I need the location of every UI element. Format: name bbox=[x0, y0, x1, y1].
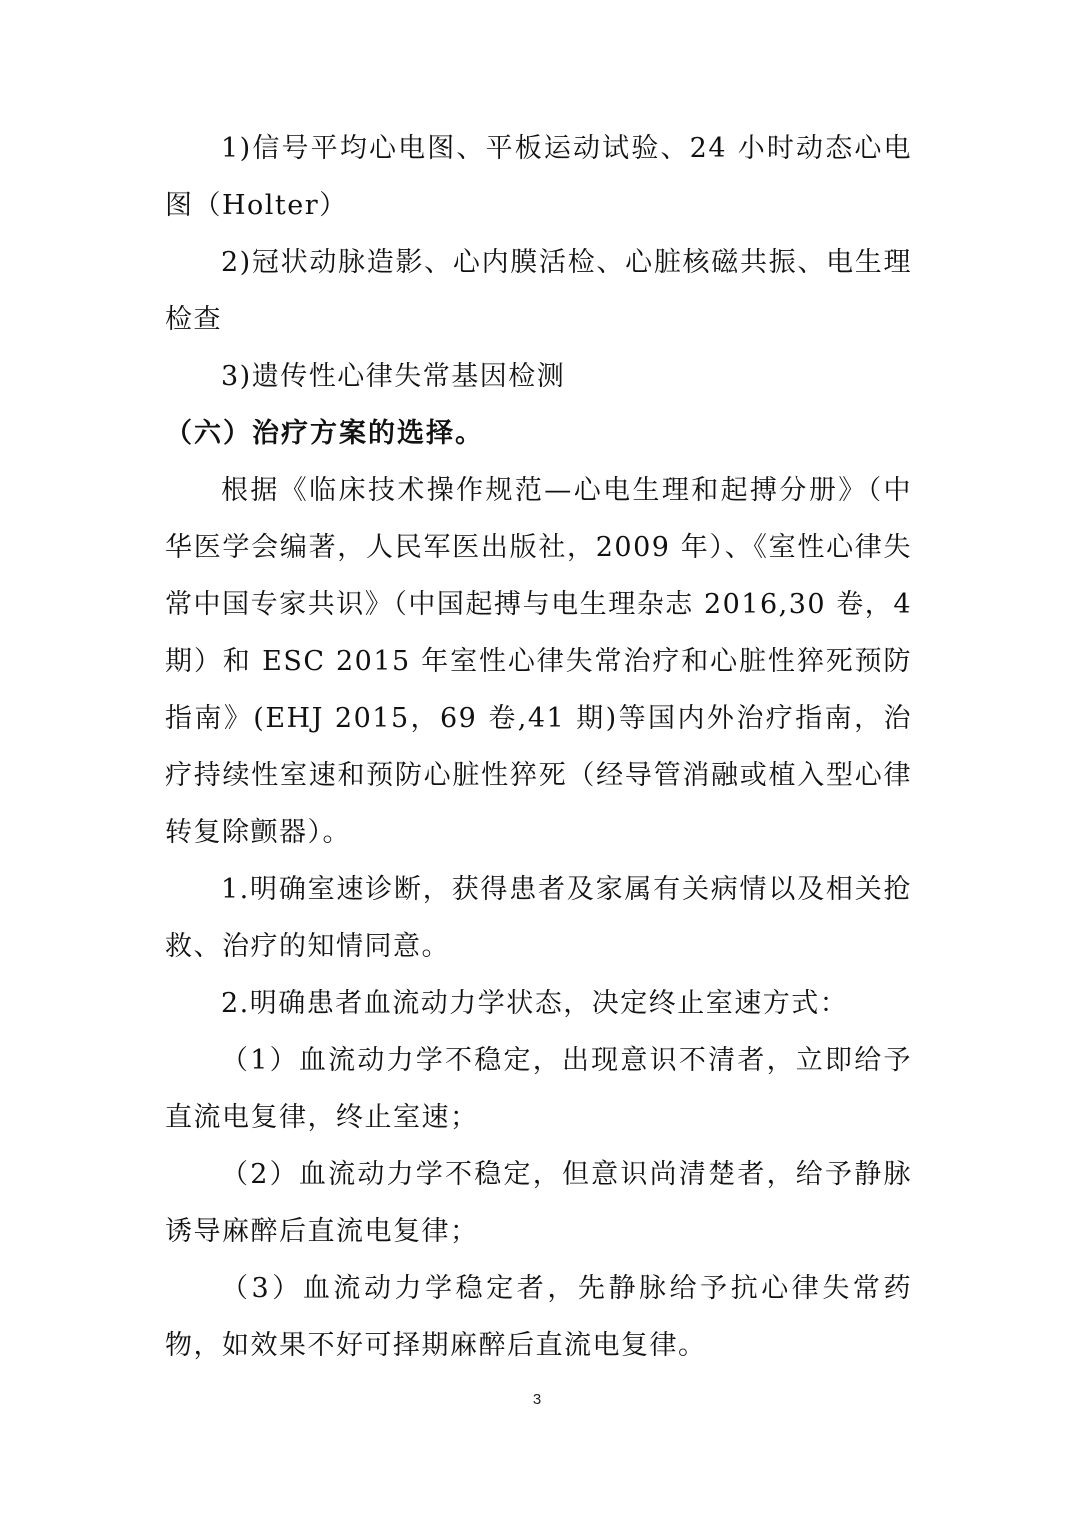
paragraph-exam-list-1: 1)信号平均心电图、平板运动试验、24 小时动态心电图（Holter） bbox=[165, 133, 912, 221]
paragraph-step-2: 2.明确患者血流动力学状态，决定终止室速方式： bbox=[221, 988, 849, 1019]
page-body bbox=[165, 120, 912, 1374]
section-heading: （六）治疗方案的选择。 bbox=[165, 418, 484, 449]
paragraph-step-1: 1.明确室速诊断，获得患者及家属有关病情以及相关抢救、治疗的知情同意。 bbox=[165, 874, 912, 962]
paragraph-substep-3: （3）血流动力学稳定者，先静脉给予抗心律失常药物，如效果不好可择期麻醉后直流电复律。 bbox=[165, 1273, 912, 1361]
paragraph-guidelines: 根据《临床技术操作规范—心电生理和起搏分册》（中华医学会编著，人民军医出版社，2009 年）、《室性心律失常中国专家共识》（中国起搏与电生理杂志 2016,30 卷，4 期）和 ESC 2015 年室性心律失常治疗和心脏性猝死预防指南》(EHJ 2015，69 卷,41 期)等国内外治疗指南，治疗持续性室速和预防心脏性猝死（经导管消融或植入型心律转复除颤器）。 bbox=[165, 475, 912, 848]
paragraph-substep-2: （2）血流动力学不稳定，但意识尚清楚者，给予静脉诱导麻醉后直流电复律； bbox=[165, 1159, 912, 1247]
page-number: 3 bbox=[532, 1391, 542, 1408]
paragraph-exam-list-2: 2)冠状动脉造影、心内膜活检、心脏核磁共振、电生理检查 bbox=[165, 247, 912, 335]
paragraph-substep-1: （1）血流动力学不稳定，出现意识不清者，立即给予直流电复律，终止室速； bbox=[165, 1045, 912, 1133]
paragraph-exam-list-3: 3)遗传性心律失常基因检测 bbox=[221, 361, 566, 392]
